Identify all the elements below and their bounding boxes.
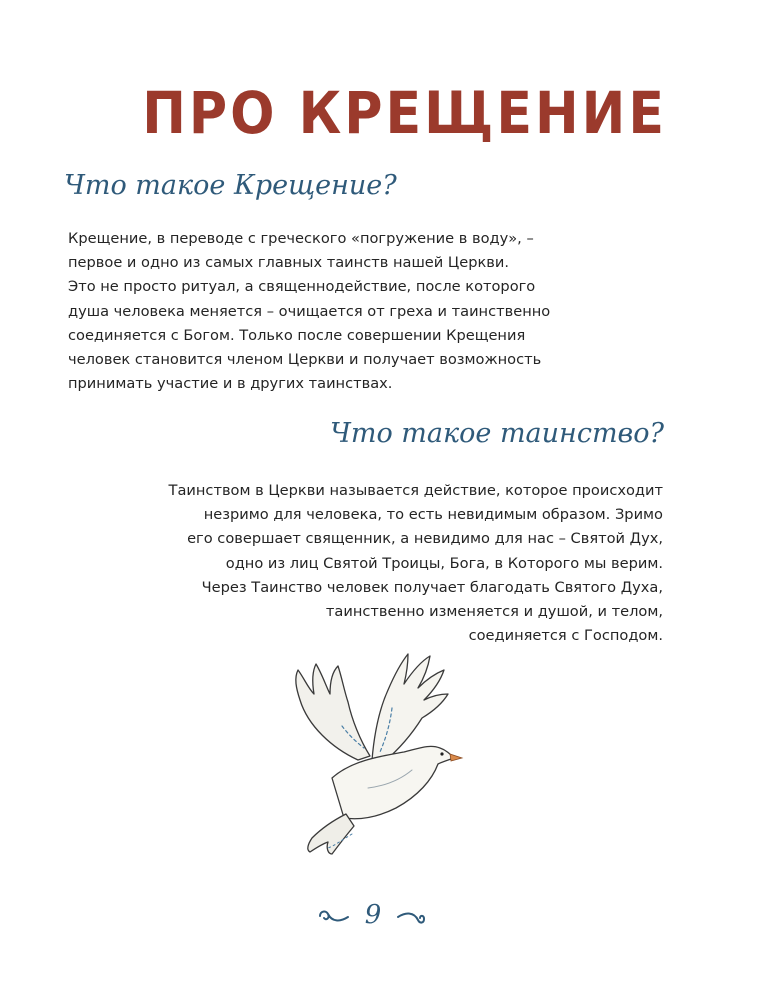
swirl-left-icon <box>318 908 350 926</box>
swirl-right-icon <box>396 908 428 926</box>
text-line: Таинством в Церкви называется действие, которое происходит <box>168 482 663 499</box>
paragraph-sacrament <box>169 479 663 648</box>
text-line: Через Таинство человек получает благодать Святого Духа, <box>201 578 663 596</box>
text-line: соединяется с Богом. Только после совершении Крещения <box>68 326 526 344</box>
dove-icon <box>272 648 472 863</box>
text-line: Крещение, в переводе с греческого «погружение в воду», – <box>68 230 534 247</box>
text-line: одно из лиц Святой Троицы, Бога, в Которого мы верим. <box>225 554 663 572</box>
page-title: ПРО КРЕЩЕНИЕ <box>142 79 667 147</box>
text-line: человек становится членом Церкви и получает возможность <box>68 351 542 369</box>
text-line: незримо для человека, то есть невидимым образом. Зримо <box>203 506 663 524</box>
text-line: его совершает священник, а невидимо для нас – Святой Дух, <box>187 530 663 548</box>
text-line: таинственно изменяется и душой, и телом, <box>325 603 663 621</box>
page-number: 9 <box>364 900 382 930</box>
section-heading-baptism: Что такое Крещение? <box>64 170 397 201</box>
text-line: первое и одно из самых главных таинств нашей Церкви. <box>68 254 510 272</box>
section-heading-sacrament: Что такое таинство? <box>330 418 664 449</box>
text-line: соединяется с Господом. <box>468 627 663 645</box>
paragraph-baptism <box>68 227 550 396</box>
page-number-ornament <box>318 898 428 934</box>
text-line: принимать участие и в других таинствах. <box>68 375 393 393</box>
text-line: Это не просто ритуал, а священнодействие, после которого <box>68 278 536 296</box>
text-line: душа человека меняется – очищается от греха и таинственно <box>68 302 551 320</box>
